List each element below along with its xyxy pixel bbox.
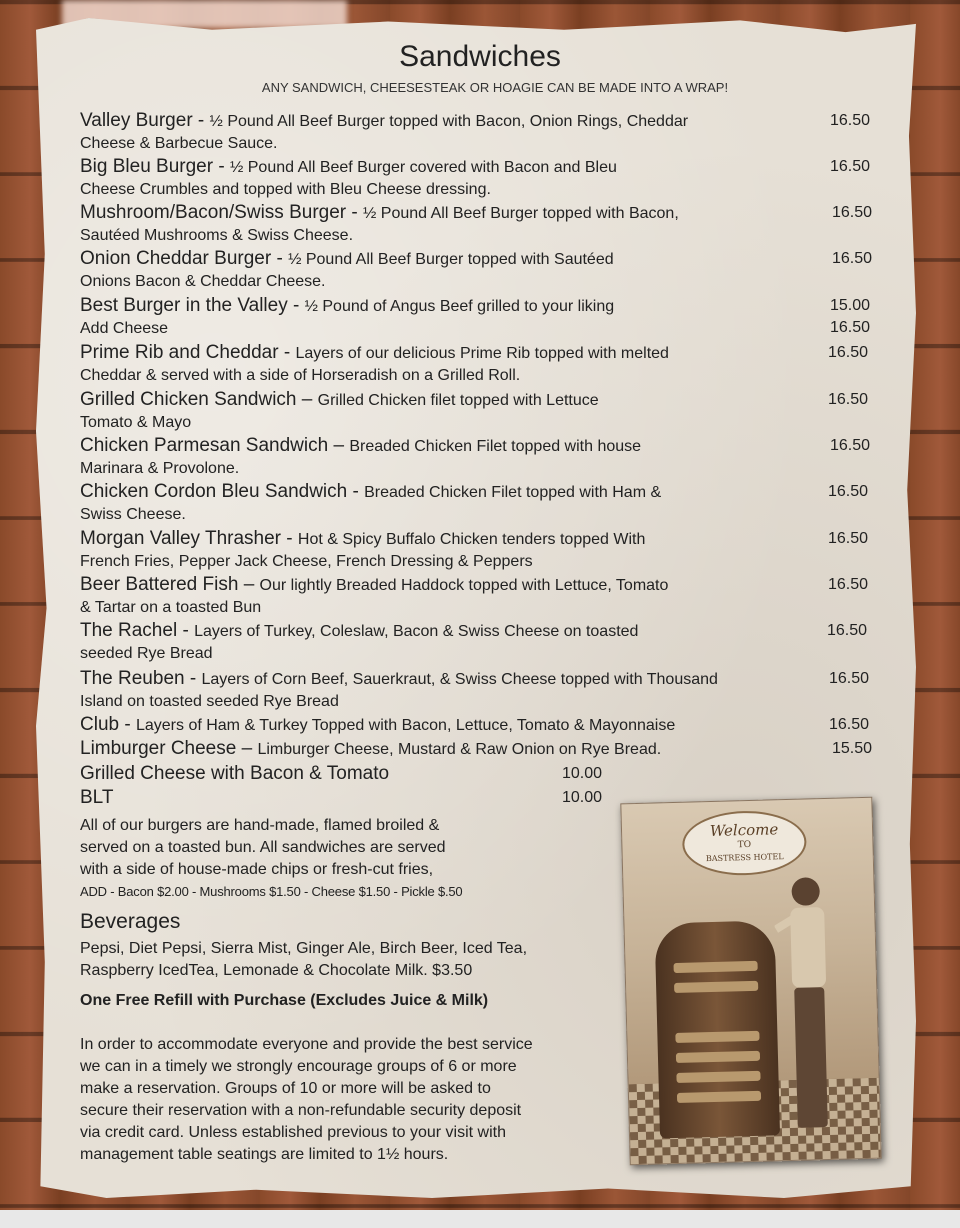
menu-item — [80, 295, 614, 340]
menu-item-line — [80, 481, 661, 504]
menu-item — [80, 668, 718, 713]
menu-item-name: Big Bleu Burger — [80, 156, 214, 177]
menu-item-name: Grilled Cheese with Bacon & Tomato — [80, 763, 390, 784]
refill-note: One Free Refill with Purchase (Excludes Juice & Milk) — [80, 992, 489, 1009]
bottom-strip — [0, 1210, 960, 1228]
beverages-line: Pepsi, Diet Pepsi, Sierra Mist, Ginger Ale, Birch Beer, Iced Tea, — [80, 940, 528, 957]
menu-item-line — [80, 528, 645, 551]
menu-item-description: Sautéed Mushrooms & Swiss Cheese. — [80, 227, 354, 244]
menu-item-description: Breaded Chicken Filet topped with house — [349, 438, 642, 455]
menu-item-name: Chicken Parmesan Sandwich — [80, 435, 329, 456]
menu-item-line — [80, 342, 669, 365]
menu-item-line — [80, 295, 614, 318]
beverages-title: Beverages — [80, 910, 181, 933]
menu-item-separator: - — [347, 481, 365, 502]
menu-item-description: Tomato & Mayo — [80, 414, 192, 431]
menu-item-description: ½ Pound All Beef Burger topped with Bacon, — [363, 205, 679, 222]
menu-item — [80, 248, 614, 293]
menu-item-separator: - — [281, 528, 298, 549]
menu-item — [80, 714, 675, 737]
menu-item-name: The Rachel — [80, 620, 178, 641]
menu-item-price: 16.50 — [830, 158, 871, 175]
menu-item-separator: - — [177, 620, 195, 641]
menu-item-line — [80, 620, 638, 643]
reservation-line: make a reservation. Groups of 10 or more will be asked to — [80, 1080, 491, 1097]
man-figure — [773, 869, 840, 1140]
reservation-line: management table seatings are limited to 1½ hours. — [80, 1146, 449, 1163]
menu-item-price: 16.50 — [828, 483, 869, 500]
menu-item-line — [80, 435, 641, 458]
menu-item-separator: - — [213, 156, 230, 177]
menu-item-description: Onions Bacon & Cheddar Cheese. — [80, 273, 326, 290]
welcome-sign — [682, 810, 808, 877]
menu-item-line — [80, 110, 688, 133]
menu-item-price: 15.50 — [832, 740, 873, 757]
menu-item-name: Chicken Cordon Bleu Sandwich — [80, 481, 348, 502]
menu-item-description: Layers of Corn Beef, Sauerkraut, & Swiss Cheese topped with Thousand — [201, 671, 718, 688]
menu-item-separator: – — [238, 574, 260, 595]
menu-item-description: ½ Pound All Beef Burger topped with Bacon, Onion Rings, Cheddar — [209, 113, 689, 130]
menu-item-description: ½ Pound All Beef Burger covered with Bacon and Bleu — [229, 159, 617, 176]
menu-item-description: Hot & Spicy Buffalo Chicken tenders topped With — [297, 531, 646, 548]
menu-item-price: 16.50 — [828, 530, 869, 547]
menu-item-separator: - — [184, 668, 202, 689]
menu-item-line — [80, 574, 668, 597]
menu-item-price: 16.50 — [828, 391, 869, 408]
menu-item-description: Layers of Ham & Turkey Topped with Bacon, Lettuce, Tomato & Mayonnaise — [135, 717, 676, 734]
menu-item-line — [80, 787, 113, 810]
menu-item-price: 16.50 — [832, 204, 873, 221]
menu-item-name: Morgan Valley Thrasher — [80, 528, 282, 549]
sign-text: TO — [737, 839, 752, 851]
reservation-line: secure their reservation with a non-refundable security deposit — [80, 1102, 522, 1119]
menu-item-name: Grilled Chicken Sandwich — [80, 389, 297, 410]
addons-line: ADD - Bacon $2.00 - Mushrooms $1.50 - Cheese $1.50 - Pickle $.50 — [80, 884, 463, 899]
menu-item-price: 16.50 — [832, 250, 873, 267]
menu-item-price: 16.50 — [829, 716, 870, 733]
menu-item-name: BLT — [80, 787, 114, 808]
menu-item-line — [80, 738, 661, 761]
menu-item — [80, 620, 638, 665]
menu-item-description: French Fries, Pepper Jack Cheese, French Dressing & Peppers — [80, 553, 533, 570]
menu-item-name: Best Burger in the Valley — [80, 295, 288, 316]
menu-item-separator: – — [328, 435, 350, 456]
menu-item-name: Club — [80, 714, 120, 735]
menu-item-line — [80, 156, 617, 179]
menu-item-price: 16.50 — [828, 576, 869, 593]
reservation-policy — [80, 1034, 533, 1166]
menu-item-description: Grilled Chicken filet topped with Lettuce — [317, 392, 599, 409]
menu-item-separator: - — [192, 110, 210, 131]
menu-item-price: 15.00 — [830, 297, 871, 314]
menu-item-separator: - — [287, 295, 305, 316]
menu-item-price: 10.00 — [562, 765, 603, 782]
menu-item-separator: - — [119, 714, 136, 735]
menu-item-price: 16.50 — [830, 112, 871, 129]
menu-item-description: ½ Pound All Beef Burger topped with Sautéed — [288, 251, 614, 268]
menu-item-price-with-cheese: 16.50 — [830, 319, 871, 336]
menu-item — [80, 528, 645, 573]
jukebox — [654, 920, 780, 1138]
burger-note — [80, 815, 462, 903]
menu-item-line — [80, 248, 614, 271]
menu-item-description: ½ Pound of Angus Beef grilled to your liking — [304, 298, 615, 315]
menu-item-description: Breaded Chicken Filet topped with Ham & — [364, 484, 662, 501]
burger-note-line: served on a toasted bun. All sandwiches are served — [80, 839, 446, 856]
menu-item — [80, 389, 599, 434]
sign-text: BASTRESS HOTEL — [705, 852, 784, 864]
menu-item — [80, 202, 679, 247]
wrap-subtitle: ANY SANDWICH, CHEESESTEAK OR HOAGIE CAN BE MADE INTO A WRAP! — [261, 80, 729, 95]
menu-item-description: Cheese & Barbecue Sauce. — [80, 135, 278, 152]
menu-item-name: Onion Cheddar Burger — [80, 248, 272, 269]
menu-item-description: Marinara & Provolone. — [80, 460, 240, 477]
menu-item-description: Layers of our delicious Prime Rib topped with melted — [295, 345, 669, 362]
menu-item-description: Limburger Cheese, Mustard & Raw Onion on Rye Bread. — [257, 741, 662, 758]
menu-item — [80, 738, 661, 761]
menu-item — [80, 156, 617, 201]
section-title: Sandwiches — [399, 40, 561, 73]
menu-item-separator: – — [296, 389, 318, 410]
menu-item-separator: – — [236, 738, 258, 759]
menu-item-line — [80, 763, 389, 786]
menu-item-name: Beer Battered Fish — [80, 574, 239, 595]
reservation-line: In order to accommodate everyone and provide the best service — [80, 1036, 533, 1053]
menu-item-separator: - — [271, 248, 289, 269]
menu-item-separator: - — [346, 202, 363, 223]
reservation-line: we can in a timely we strongly encourage groups of 6 or more — [80, 1058, 517, 1075]
menu-item-description: Island on toasted seeded Rye Bread — [80, 693, 339, 710]
menu-item — [80, 481, 661, 526]
menu-item-price: 16.50 — [827, 622, 868, 639]
beverages-line: Raspberry IcedTea, Lemonade & Chocolate Milk. $3.50 — [80, 962, 473, 979]
jukebox-photo — [620, 797, 881, 1165]
menu-item-description: Our lightly Breaded Haddock topped with Lettuce, Tomato — [259, 577, 669, 594]
menu-item-line — [80, 714, 675, 737]
menu-item-name: Mushroom/Bacon/Swiss Burger — [80, 202, 347, 223]
menu-item-line — [80, 389, 599, 412]
beverages-list — [80, 938, 527, 982]
menu-item — [80, 574, 668, 619]
menu-item-description: seeded Rye Bread — [80, 645, 213, 662]
menu-item-name: The Reuben — [80, 668, 185, 689]
menu-item-description: Add Cheese — [80, 320, 169, 337]
menu-item-price: 10.00 — [562, 789, 603, 806]
reservation-line: via credit card. Unless established previous to your visit with — [80, 1124, 506, 1141]
menu-item-name: Limburger Cheese — [80, 738, 237, 759]
menu-item-description: Cheese Crumbles and topped with Bleu Cheese dressing. — [80, 181, 491, 198]
menu-item — [80, 110, 688, 155]
menu-item-name: Valley Burger — [80, 110, 193, 131]
menu-item-description: Cheddar & served with a side of Horseradish on a Grilled Roll. — [80, 367, 521, 384]
menu-item-name: Prime Rib and Cheddar — [80, 342, 279, 363]
menu-item — [80, 763, 389, 786]
menu-item-line — [80, 202, 679, 225]
menu-item — [80, 342, 669, 387]
menu-item-price: 16.50 — [829, 670, 870, 687]
menu-item-description: & Tartar on a toasted Bun — [80, 599, 262, 616]
menu-item-line — [80, 668, 718, 691]
menu-item-separator: - — [278, 342, 296, 363]
sign-text: Welcome — [709, 820, 779, 841]
menu-item-description: Swiss Cheese. — [80, 506, 186, 523]
menu-item — [80, 787, 113, 810]
menu-item-description: Layers of Turkey, Coleslaw, Bacon & Swiss Cheese on toasted — [194, 623, 639, 640]
menu-item — [80, 435, 641, 480]
burger-note-line: with a side of house-made chips or fresh-cut fries, — [80, 861, 434, 878]
burger-note-line: All of our burgers are hand-made, flamed broiled & — [80, 817, 440, 834]
menu-item-price: 16.50 — [830, 437, 871, 454]
menu-item-price: 16.50 — [828, 344, 869, 361]
